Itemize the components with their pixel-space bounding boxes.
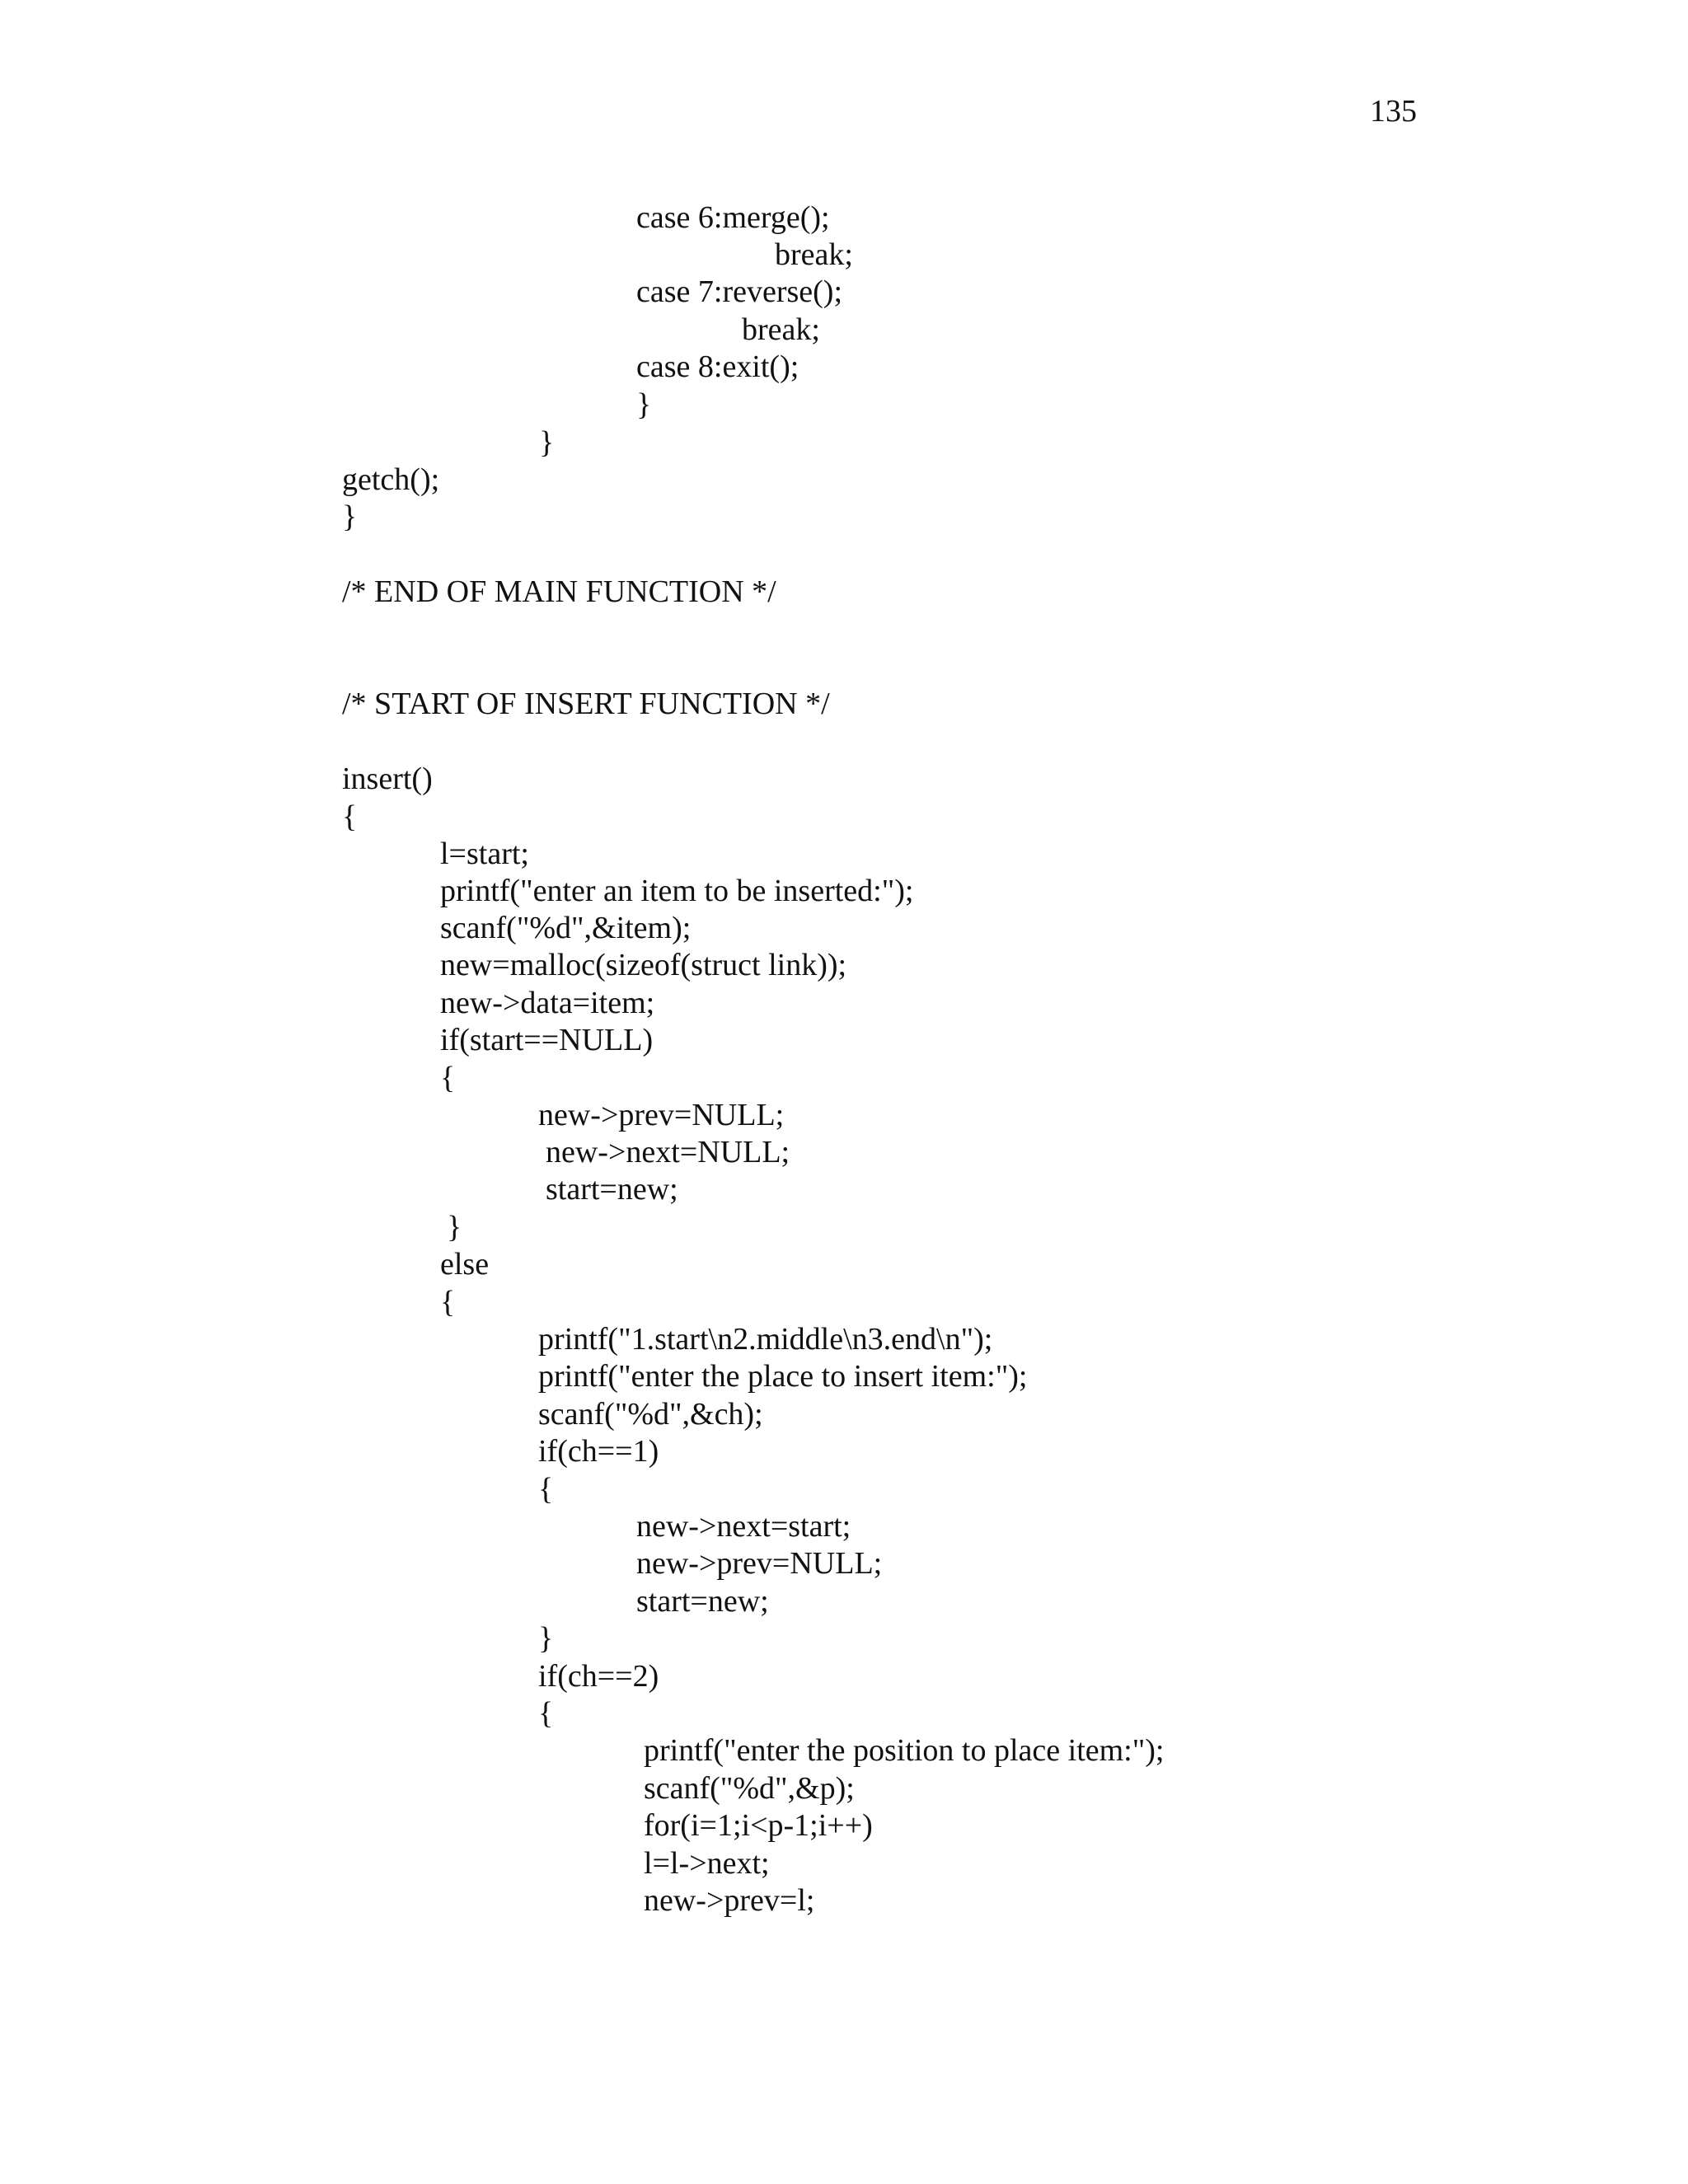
code-line: { xyxy=(342,799,358,834)
code-line: printf("1.start\n2.middle\n3.end\n"); xyxy=(538,1322,993,1357)
code-line: } xyxy=(539,425,555,460)
code-line: case 7:reverse(); xyxy=(636,274,843,309)
code-line: new->prev=NULL; xyxy=(636,1546,883,1581)
code-line: printf("enter an item to be inserted:"); xyxy=(440,874,914,908)
code-line: break; xyxy=(775,237,853,272)
code-line: if(start==NULL) xyxy=(440,1023,654,1057)
page-number: 135 xyxy=(1370,94,1417,129)
code-line: case 8:exit(); xyxy=(636,349,799,384)
code-line: for(i=1;i<p-1;i++) xyxy=(644,1808,873,1843)
code-line: { xyxy=(538,1696,554,1731)
code-line: } xyxy=(447,1210,462,1244)
code-line: insert() xyxy=(342,762,433,796)
code-line: scanf("%d",&ch); xyxy=(538,1397,763,1432)
code-line: if(ch==1) xyxy=(538,1434,659,1469)
code-line: } xyxy=(636,387,652,422)
code-line: } xyxy=(538,1621,554,1656)
code-line: start=new; xyxy=(636,1584,769,1619)
code-comment: /* START OF INSERT FUNCTION */ xyxy=(342,687,830,721)
code-line: l=l->next; xyxy=(644,1846,770,1881)
code-line: { xyxy=(440,1061,456,1095)
code-line: else xyxy=(440,1247,490,1282)
code-line: start=new; xyxy=(546,1172,678,1207)
code-line: new->next=start; xyxy=(636,1509,851,1544)
code-line: scanf("%d",&p); xyxy=(644,1771,855,1806)
code-line: break; xyxy=(742,312,820,347)
code-line: new->prev=l; xyxy=(644,1883,815,1918)
code-line: new=malloc(sizeof(struct link)); xyxy=(440,948,847,982)
code-comment: /* END OF MAIN FUNCTION */ xyxy=(342,574,776,609)
code-line: getch(); xyxy=(342,462,440,497)
code-line: new->next=NULL; xyxy=(546,1135,790,1169)
code-line: { xyxy=(440,1285,456,1319)
code-line: { xyxy=(538,1472,554,1507)
code-line: } xyxy=(342,499,358,534)
code-line: new->prev=NULL; xyxy=(538,1098,785,1132)
code-line: l=start; xyxy=(440,837,529,871)
code-line: printf("enter the place to insert item:"); xyxy=(538,1359,1028,1394)
code-line: scanf("%d",&item); xyxy=(440,911,692,945)
code-line: case 6:merge(); xyxy=(636,200,830,235)
code-line: printf("enter the position to place item:"); xyxy=(644,1733,1165,1768)
code-line: if(ch==2) xyxy=(538,1659,659,1694)
code-line: new->data=item; xyxy=(440,986,655,1020)
